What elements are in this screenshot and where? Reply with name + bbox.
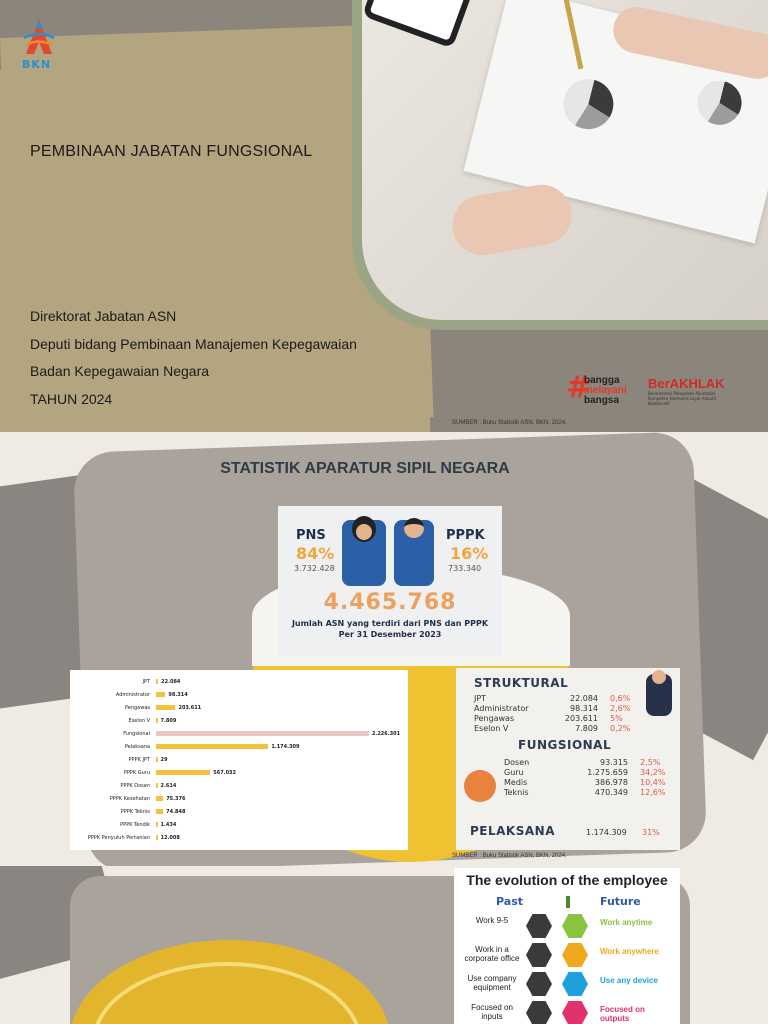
bar-category-label: PPPK JPT <box>128 757 150 763</box>
phone-illustration <box>362 0 474 48</box>
bar-value-label: 1.434 <box>160 822 177 828</box>
bar-category-label: Fungsional <box>123 731 150 737</box>
bar <box>156 796 163 801</box>
detail-percent: 0,2% <box>610 724 631 733</box>
bar-category-label: Eselon V <box>128 718 150 724</box>
bar <box>156 783 158 788</box>
bar-value-label: 12.008 <box>160 835 180 841</box>
manager-illustration <box>646 674 672 716</box>
future-item: Work anytime <box>600 918 653 927</box>
presentation-title: PEMBINAAN JABATAN FUNGSIONAL <box>30 143 313 160</box>
future-label: Future <box>600 895 641 908</box>
future-item: Use any device <box>600 976 658 985</box>
pns-label: PNS <box>296 528 326 543</box>
detail-value: 470.349 <box>594 788 628 797</box>
bar-value-label: 7.809 <box>160 718 177 724</box>
bar-category-label: PPPK Tendik <box>120 822 150 828</box>
pie-chart-illustration <box>558 74 619 135</box>
evolution-row <box>454 912 680 942</box>
asn-bar-chart <box>70 670 408 850</box>
pns-count: 3.732.428 <box>294 564 335 573</box>
bar <box>156 770 210 775</box>
detail-name: Eselon V <box>474 724 509 733</box>
bar-row <box>70 780 408 792</box>
bar-category-label: Pelaksana <box>124 744 150 750</box>
slide-title: STATISTIK APARATUR SIPIL NEGARA <box>220 460 510 477</box>
bar-value-label: 22.084 <box>161 679 181 685</box>
bar-value-label: 2.226.301 <box>371 731 401 737</box>
bar-value-label: 75.376 <box>166 796 186 802</box>
bar <box>156 718 158 723</box>
bar <box>156 835 158 840</box>
total-date: Per 31 Desember 2023 <box>338 630 442 639</box>
pie-chart-illustration-2 <box>693 76 746 129</box>
detail-value: 386.978 <box>594 778 628 787</box>
future-hexagon-icon <box>562 972 588 996</box>
asn-detail-panel <box>456 668 680 850</box>
detail-row <box>504 788 704 797</box>
employee-evolution-infographic <box>454 868 680 1024</box>
future-item: Focused on outputs <box>600 1005 645 1023</box>
pns-percent: 84% <box>296 544 335 563</box>
bar <box>156 731 369 736</box>
detail-name: Dosen <box>504 758 530 767</box>
detail-percent: 10,4% <box>640 778 666 787</box>
bar <box>156 679 158 684</box>
past-label: Past <box>496 895 523 908</box>
title-slide <box>0 0 768 432</box>
pelaksana-heading: PELAKSANA <box>470 824 555 838</box>
total-description: Jumlah ASN yang terdiri dari PNS dan PPPK <box>291 619 489 628</box>
pelaksana-value: 1.174.309 <box>586 828 627 837</box>
detail-percent: 34,2% <box>640 768 666 777</box>
statistics-slide <box>0 432 768 866</box>
detail-row <box>474 694 674 703</box>
infographic-title: The evolution of the employee <box>466 872 668 888</box>
evolution-slide <box>0 866 768 1024</box>
bar-row <box>70 728 408 740</box>
bar-row <box>70 754 408 766</box>
past-hexagon-icon <box>526 943 552 967</box>
detail-name: Medis <box>504 778 528 787</box>
detail-percent: 2,6% <box>610 704 631 713</box>
detail-value: 1.275.659 <box>587 768 628 777</box>
bkn-logo-text: BKN <box>22 58 52 71</box>
arrow-icon <box>566 896 570 908</box>
bar-category-label: PPPK Teknis <box>120 809 150 815</box>
bar-category-label: JPT <box>142 679 150 685</box>
detail-row <box>504 758 704 767</box>
hand-illustration-2 <box>448 180 577 260</box>
past-item: Focused on inputs <box>471 1003 513 1021</box>
past-hexagon-icon <box>526 972 552 996</box>
detail-value: 7.809 <box>575 724 598 733</box>
detail-percent: 5% <box>610 714 623 723</box>
detail-value: 98.314 <box>570 704 598 713</box>
future-item: Work anywhere <box>600 947 659 956</box>
pppk-percent: 16% <box>450 544 489 563</box>
evolution-row <box>454 941 680 971</box>
teacher-illustration <box>464 770 496 802</box>
male-employee-illustration <box>394 520 434 586</box>
bar-value-label: 98.314 <box>168 692 188 698</box>
future-hexagon-icon <box>562 1001 588 1024</box>
past-item: Work 9-5 <box>475 916 509 925</box>
bar-value-label: 567.032 <box>213 770 237 776</box>
bar-row <box>70 767 408 779</box>
past-hexagon-icon <box>526 914 552 938</box>
detail-value: 203.611 <box>564 714 598 723</box>
info-line-1: Direktorat Jabatan ASN <box>30 308 177 324</box>
detail-row <box>504 768 704 777</box>
female-employee-illustration <box>342 520 386 586</box>
asn-summary-card <box>278 506 502 656</box>
bkn-logo <box>20 18 60 72</box>
detail-percent: 2,5% <box>640 758 661 767</box>
bar-row <box>70 676 408 688</box>
detail-value: 93.315 <box>600 758 628 767</box>
bar-value-label: 1.174.309 <box>271 744 300 750</box>
past-hexagon-icon <box>526 1001 552 1024</box>
future-hexagon-icon <box>562 914 588 938</box>
bar <box>156 757 158 762</box>
detail-row <box>474 714 674 723</box>
bar-row <box>70 715 408 727</box>
bar <box>156 692 165 697</box>
pppk-count: 733.340 <box>448 564 482 573</box>
bar-value-label: 2.614 <box>160 783 177 789</box>
detail-name: Teknis <box>504 788 529 797</box>
evolution-row <box>454 970 680 1000</box>
bar <box>156 822 158 827</box>
bar-value-label: 74.848 <box>166 809 186 815</box>
detail-percent: 0,6% <box>610 694 631 703</box>
source-note: SUMBER : Buku Statistik ASN, BKN, 2024. <box>452 420 567 426</box>
bar-category-label: PPPK Guru <box>123 770 150 776</box>
detail-value: 22.084 <box>570 694 598 703</box>
bar-category-label: PPPK Kesehatan <box>109 796 150 802</box>
bar-row <box>70 793 408 805</box>
detail-name: Guru <box>504 768 524 777</box>
bar-row <box>70 741 408 753</box>
bar-row <box>70 806 408 818</box>
bar-value-label: 29 <box>160 757 168 763</box>
detail-name: Administrator <box>474 704 529 713</box>
fungsional-heading: FUNGSIONAL <box>518 738 612 752</box>
past-item: Use company equipment <box>467 974 517 992</box>
detail-name: JPT <box>474 694 487 703</box>
future-hexagon-icon <box>562 943 588 967</box>
bar-row <box>70 689 408 701</box>
bar <box>156 744 268 749</box>
detail-name: Pengawas <box>474 714 515 723</box>
bar <box>156 705 175 710</box>
bar-value-label: 203.611 <box>178 705 202 711</box>
evolution-row <box>454 999 680 1024</box>
bar-category-label: PPPK Dosen <box>120 783 150 789</box>
bar-row <box>70 702 408 714</box>
detail-row <box>474 724 674 733</box>
berakhlak-logo: BerAKHLAK Berorientasi Pelayanan Akuntabel Kompeten Harmonis Loyal Adaptif Kolaboratif <box>648 376 725 406</box>
struktural-heading: STRUKTURAL <box>474 676 569 690</box>
info-line-4: TAHUN 2024 <box>30 391 113 407</box>
info-line-3: Badan Kepegawaian Negara <box>30 363 210 379</box>
total-asn: 4.465.768 <box>323 590 457 615</box>
past-item: Work in a corporate office <box>464 945 520 963</box>
detail-row <box>474 704 674 713</box>
bar-category-label: Pengawas <box>124 705 150 711</box>
bar-row <box>70 819 408 831</box>
info-line-2: Deputi bidang Pembinaan Manajemen Kepegawaian <box>30 336 357 352</box>
desk-photo <box>362 0 768 320</box>
bar-category-label: PPPK Penyuluh Pertanian <box>87 835 150 841</box>
bangga-melayani-bangsa-logo: # bangga melayani bangsa <box>566 370 627 406</box>
source-note: SUMBER : Buku Statistik ASN, BKN, 2024. <box>452 853 567 859</box>
bar-row <box>70 832 408 844</box>
pppk-label: PPPK <box>446 528 485 543</box>
bar <box>156 809 163 814</box>
bkn-emblem-icon <box>20 18 58 58</box>
detail-row <box>504 778 704 787</box>
pelaksana-percent: 31% <box>642 828 660 837</box>
detail-percent: 12,6% <box>640 788 666 797</box>
bar-category-label: Administrator <box>115 692 150 698</box>
